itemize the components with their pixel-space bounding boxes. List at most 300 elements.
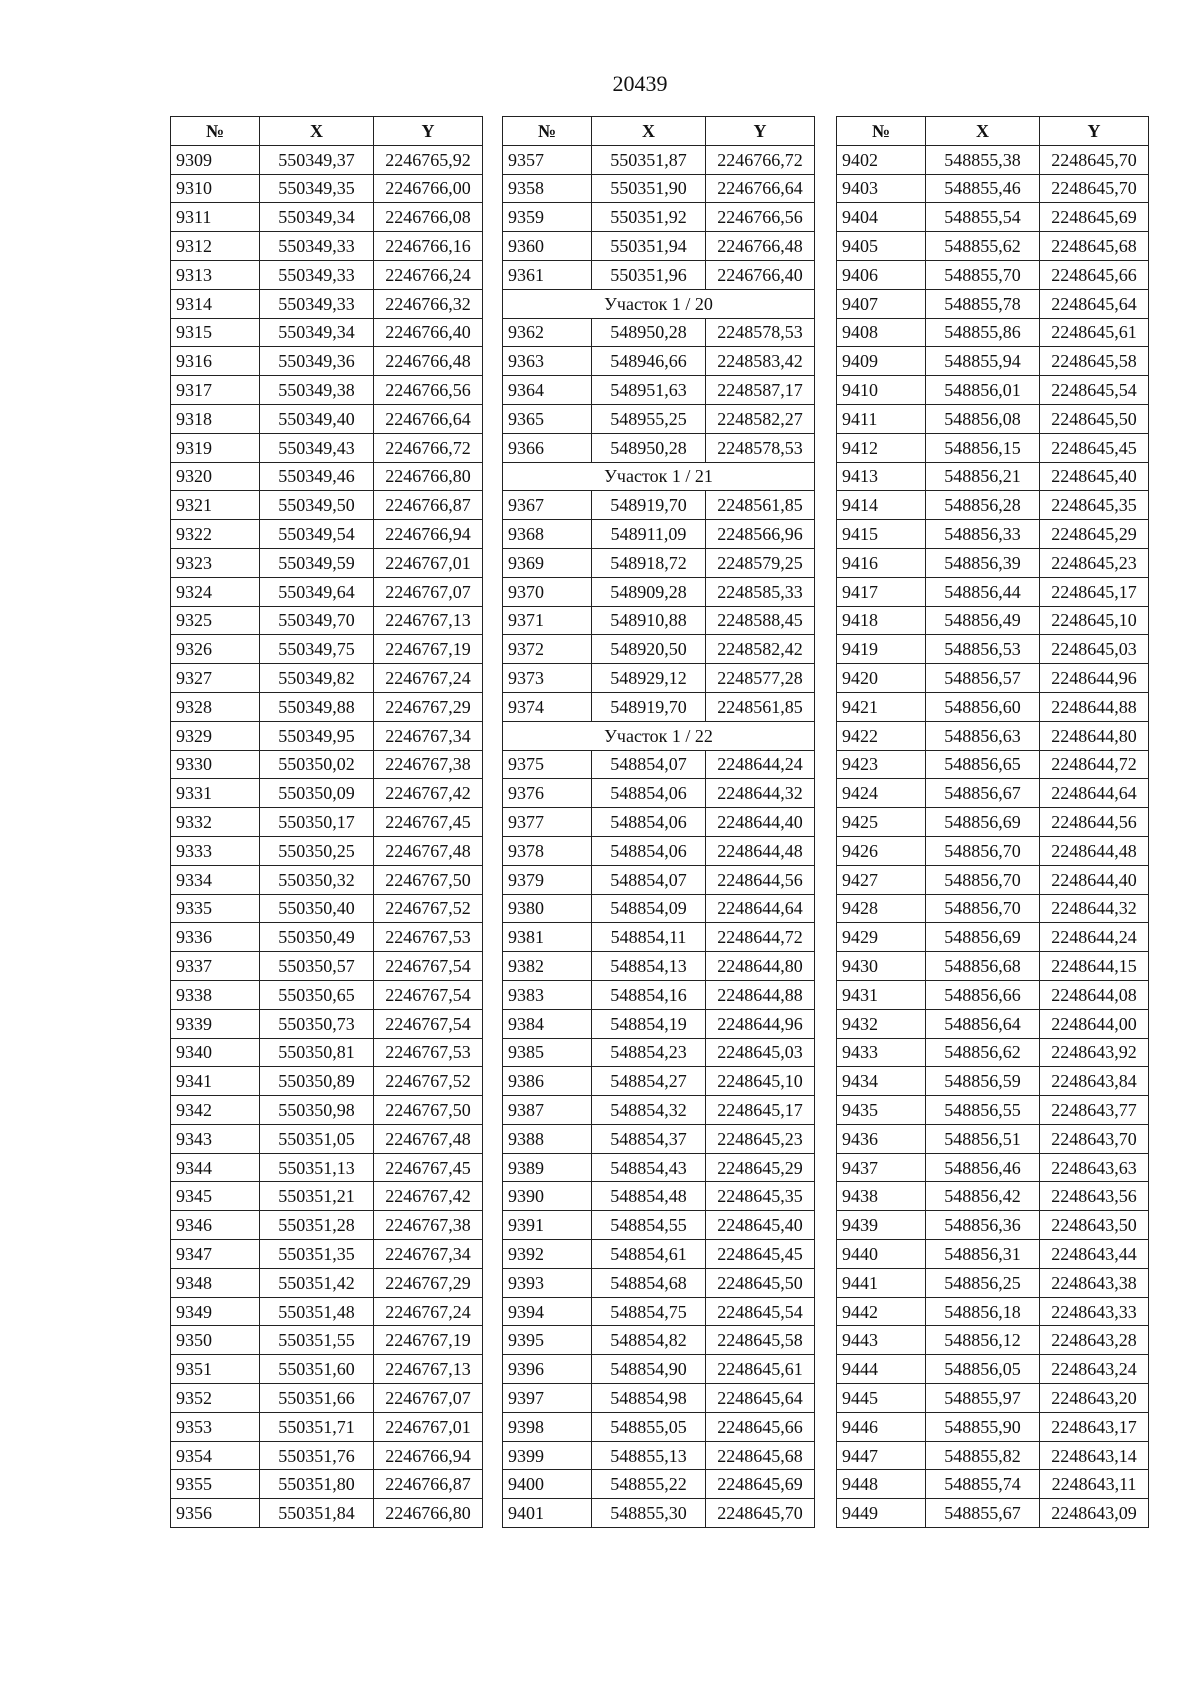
y-coordinate: 2248645,64 — [1040, 289, 1149, 318]
table-row — [503, 808, 815, 837]
table-row — [837, 750, 1149, 779]
y-coordinate: 2248643,92 — [1040, 1038, 1149, 1067]
x-coordinate: 548854,43 — [592, 1153, 706, 1182]
point-number: 9389 — [503, 1153, 592, 1182]
point-number: 9440 — [837, 1240, 926, 1269]
table-row — [503, 1038, 815, 1067]
table-row — [837, 1211, 1149, 1240]
table-header-row — [503, 117, 815, 146]
y-coordinate: 2246767,19 — [374, 635, 483, 664]
table-row — [837, 1355, 1149, 1384]
table-row — [171, 1470, 483, 1499]
y-coordinate: 2248644,00 — [1040, 1009, 1149, 1038]
point-number: 9354 — [171, 1441, 260, 1470]
y-coordinate: 2248645,50 — [706, 1268, 815, 1297]
y-coordinate: 2248643,14 — [1040, 1441, 1149, 1470]
y-coordinate: 2248579,25 — [706, 548, 815, 577]
point-number: 9349 — [171, 1297, 260, 1326]
y-coordinate: 2248643,84 — [1040, 1067, 1149, 1096]
y-coordinate: 2246766,87 — [374, 1470, 483, 1499]
x-coordinate: 550349,70 — [260, 606, 374, 635]
point-number: 9431 — [837, 980, 926, 1009]
x-coordinate: 548856,68 — [926, 952, 1040, 981]
y-coordinate: 2246767,29 — [374, 692, 483, 721]
point-number: 9414 — [837, 491, 926, 520]
point-number: 9406 — [837, 260, 926, 289]
point-number: 9345 — [171, 1182, 260, 1211]
point-number: 9320 — [171, 462, 260, 491]
y-coordinate: 2248645,35 — [706, 1182, 815, 1211]
point-number: 9420 — [837, 664, 926, 693]
x-coordinate: 550351,76 — [260, 1441, 374, 1470]
coordinates-table-2 — [502, 116, 815, 1528]
point-number: 9343 — [171, 1124, 260, 1153]
y-coordinate: 2246767,01 — [374, 548, 483, 577]
x-coordinate: 548854,07 — [592, 750, 706, 779]
x-coordinate: 550349,33 — [260, 260, 374, 289]
section-row — [503, 721, 815, 750]
point-number: 9418 — [837, 606, 926, 635]
x-coordinate: 548856,70 — [926, 865, 1040, 894]
table-row — [171, 260, 483, 289]
x-coordinate: 548855,67 — [926, 1499, 1040, 1528]
table-row — [503, 260, 815, 289]
y-coordinate: 2248643,38 — [1040, 1268, 1149, 1297]
table-row — [503, 1124, 815, 1153]
y-coordinate: 2248644,15 — [1040, 952, 1149, 981]
table-row — [503, 577, 815, 606]
table-row — [503, 836, 815, 865]
table-header-row — [837, 117, 1149, 146]
point-number: 9401 — [503, 1499, 592, 1528]
x-coordinate: 548856,46 — [926, 1153, 1040, 1182]
point-number: 9331 — [171, 779, 260, 808]
table-row — [837, 1182, 1149, 1211]
point-number: 9316 — [171, 347, 260, 376]
header-num: № — [503, 117, 592, 146]
x-coordinate: 548854,55 — [592, 1211, 706, 1240]
point-number: 9333 — [171, 836, 260, 865]
table-row — [503, 952, 815, 981]
y-coordinate: 2248644,40 — [706, 808, 815, 837]
x-coordinate: 548854,11 — [592, 923, 706, 952]
x-coordinate: 550349,75 — [260, 635, 374, 664]
point-number: 9357 — [503, 145, 592, 174]
x-coordinate: 548855,74 — [926, 1470, 1040, 1499]
x-coordinate: 548856,36 — [926, 1211, 1040, 1240]
y-coordinate: 2246767,53 — [374, 1038, 483, 1067]
x-coordinate: 548909,28 — [592, 577, 706, 606]
point-number: 9376 — [503, 779, 592, 808]
y-coordinate: 2246766,72 — [706, 145, 815, 174]
table-row — [837, 1412, 1149, 1441]
table-row — [837, 376, 1149, 405]
x-coordinate: 550351,48 — [260, 1297, 374, 1326]
x-coordinate: 548854,82 — [592, 1326, 706, 1355]
section-row — [503, 462, 815, 491]
x-coordinate: 550350,73 — [260, 1009, 374, 1038]
page-number-text: 20439 — [612, 71, 668, 96]
x-coordinate: 550349,33 — [260, 232, 374, 261]
point-number: 9360 — [503, 232, 592, 261]
x-coordinate: 550350,40 — [260, 894, 374, 923]
point-number: 9341 — [171, 1067, 260, 1096]
point-number: 9329 — [171, 721, 260, 750]
y-coordinate: 2246767,45 — [374, 808, 483, 837]
point-number: 9442 — [837, 1297, 926, 1326]
point-number: 9384 — [503, 1009, 592, 1038]
y-coordinate: 2248644,40 — [1040, 865, 1149, 894]
point-number: 9328 — [171, 692, 260, 721]
x-coordinate: 548855,22 — [592, 1470, 706, 1499]
table-row — [837, 203, 1149, 232]
table-row — [171, 664, 483, 693]
point-number: 9381 — [503, 923, 592, 952]
table-row — [171, 1240, 483, 1269]
point-number: 9438 — [837, 1182, 926, 1211]
point-number: 9380 — [503, 894, 592, 923]
point-number: 9353 — [171, 1412, 260, 1441]
y-coordinate: 2248643,28 — [1040, 1326, 1149, 1355]
y-coordinate: 2248645,66 — [1040, 260, 1149, 289]
point-number: 9372 — [503, 635, 592, 664]
table-row — [837, 1067, 1149, 1096]
x-coordinate: 548854,61 — [592, 1240, 706, 1269]
y-coordinate: 2248643,70 — [1040, 1124, 1149, 1153]
point-number: 9383 — [503, 980, 592, 1009]
y-coordinate: 2248645,03 — [1040, 635, 1149, 664]
point-number: 9379 — [503, 865, 592, 894]
point-number: 9337 — [171, 952, 260, 981]
x-coordinate: 548856,57 — [926, 664, 1040, 693]
point-number: 9408 — [837, 318, 926, 347]
table-row — [837, 1124, 1149, 1153]
table-row — [503, 1009, 815, 1038]
y-coordinate: 2246767,42 — [374, 779, 483, 808]
table-row — [503, 1441, 815, 1470]
point-number: 9366 — [503, 433, 592, 462]
y-coordinate: 2246767,48 — [374, 836, 483, 865]
y-coordinate: 2248644,08 — [1040, 980, 1149, 1009]
x-coordinate: 548855,54 — [926, 203, 1040, 232]
header-x: X — [592, 117, 706, 146]
y-coordinate: 2248645,61 — [1040, 318, 1149, 347]
point-number: 9385 — [503, 1038, 592, 1067]
point-number: 9424 — [837, 779, 926, 808]
x-coordinate: 550349,34 — [260, 318, 374, 347]
table-row — [837, 1441, 1149, 1470]
x-coordinate: 550350,49 — [260, 923, 374, 952]
table-row — [837, 1268, 1149, 1297]
table-row — [503, 318, 815, 347]
table-row — [503, 203, 815, 232]
point-number: 9393 — [503, 1268, 592, 1297]
point-number: 9313 — [171, 260, 260, 289]
table-row — [503, 1067, 815, 1096]
table-row — [171, 520, 483, 549]
x-coordinate: 548855,46 — [926, 174, 1040, 203]
point-number: 9415 — [837, 520, 926, 549]
point-number: 9428 — [837, 894, 926, 923]
point-number: 9445 — [837, 1384, 926, 1413]
header-y: Y — [1040, 117, 1149, 146]
table-row — [503, 1096, 815, 1125]
table-row — [837, 174, 1149, 203]
y-coordinate: 2248644,48 — [1040, 836, 1149, 865]
table-row — [171, 433, 483, 462]
x-coordinate: 550350,17 — [260, 808, 374, 837]
x-coordinate: 548856,25 — [926, 1268, 1040, 1297]
y-coordinate: 2246767,34 — [374, 1240, 483, 1269]
table-row — [171, 865, 483, 894]
x-coordinate: 548910,88 — [592, 606, 706, 635]
table-row — [503, 1153, 815, 1182]
table-row — [171, 145, 483, 174]
y-coordinate: 2246767,38 — [374, 750, 483, 779]
y-coordinate: 2248645,45 — [1040, 433, 1149, 462]
point-number: 9370 — [503, 577, 592, 606]
x-coordinate: 550349,46 — [260, 462, 374, 491]
point-number: 9347 — [171, 1240, 260, 1269]
table-row — [837, 894, 1149, 923]
y-coordinate: 2246766,56 — [374, 376, 483, 405]
x-coordinate: 550349,38 — [260, 376, 374, 405]
y-coordinate: 2248645,58 — [706, 1326, 815, 1355]
point-number: 9388 — [503, 1124, 592, 1153]
x-coordinate: 548856,69 — [926, 808, 1040, 837]
table-row — [837, 520, 1149, 549]
x-coordinate: 548856,59 — [926, 1067, 1040, 1096]
point-number: 9314 — [171, 289, 260, 318]
point-number: 9427 — [837, 865, 926, 894]
point-number: 9410 — [837, 376, 926, 405]
table-row — [837, 404, 1149, 433]
x-coordinate: 548911,09 — [592, 520, 706, 549]
point-number: 9363 — [503, 347, 592, 376]
point-number: 9324 — [171, 577, 260, 606]
x-coordinate: 548854,06 — [592, 779, 706, 808]
y-coordinate: 2246765,92 — [374, 145, 483, 174]
x-coordinate: 548854,90 — [592, 1355, 706, 1384]
y-coordinate: 2248645,10 — [706, 1067, 815, 1096]
table-row — [503, 635, 815, 664]
x-coordinate: 548951,63 — [592, 376, 706, 405]
point-number: 9322 — [171, 520, 260, 549]
table-row — [837, 952, 1149, 981]
y-coordinate: 2246766,48 — [706, 232, 815, 261]
x-coordinate: 548856,63 — [926, 721, 1040, 750]
x-coordinate: 548854,19 — [592, 1009, 706, 1038]
table-row — [503, 1326, 815, 1355]
table-row — [837, 548, 1149, 577]
y-coordinate: 2246767,19 — [374, 1326, 483, 1355]
y-coordinate: 2248644,80 — [706, 952, 815, 981]
x-coordinate: 550349,37 — [260, 145, 374, 174]
point-number: 9422 — [837, 721, 926, 750]
x-coordinate: 548856,39 — [926, 548, 1040, 577]
point-number: 9397 — [503, 1384, 592, 1413]
y-coordinate: 2248645,70 — [1040, 174, 1149, 203]
x-coordinate: 548856,53 — [926, 635, 1040, 664]
x-coordinate: 550350,57 — [260, 952, 374, 981]
x-coordinate: 548854,16 — [592, 980, 706, 1009]
x-coordinate: 550351,87 — [592, 145, 706, 174]
point-number: 9318 — [171, 404, 260, 433]
table-row — [503, 1384, 815, 1413]
y-coordinate: 2246767,38 — [374, 1211, 483, 1240]
table-row — [837, 318, 1149, 347]
table-row — [503, 1499, 815, 1528]
table-row — [171, 1211, 483, 1240]
x-coordinate: 548856,51 — [926, 1124, 1040, 1153]
y-coordinate: 2246767,54 — [374, 1009, 483, 1038]
y-coordinate: 2248643,09 — [1040, 1499, 1149, 1528]
x-coordinate: 548855,38 — [926, 145, 1040, 174]
x-coordinate: 550349,43 — [260, 433, 374, 462]
x-coordinate: 548919,70 — [592, 491, 706, 520]
point-number: 9336 — [171, 923, 260, 952]
x-coordinate: 548854,75 — [592, 1297, 706, 1326]
table-row — [503, 606, 815, 635]
point-number: 9362 — [503, 318, 592, 347]
coordinates-table-1 — [170, 116, 483, 1528]
point-number: 9392 — [503, 1240, 592, 1269]
y-coordinate: 2246766,24 — [374, 260, 483, 289]
y-coordinate: 2246767,13 — [374, 1355, 483, 1384]
point-number: 9340 — [171, 1038, 260, 1067]
x-coordinate: 548855,30 — [592, 1499, 706, 1528]
x-coordinate: 550350,98 — [260, 1096, 374, 1125]
table-row — [171, 692, 483, 721]
x-coordinate: 550350,25 — [260, 836, 374, 865]
x-coordinate: 548855,82 — [926, 1441, 1040, 1470]
table-row — [171, 1355, 483, 1384]
table-row — [503, 1182, 815, 1211]
point-number: 9317 — [171, 376, 260, 405]
section-row — [503, 289, 815, 318]
table-row — [837, 433, 1149, 462]
x-coordinate: 548855,13 — [592, 1441, 706, 1470]
x-coordinate: 550349,50 — [260, 491, 374, 520]
y-coordinate: 2246766,72 — [374, 433, 483, 462]
x-coordinate: 550351,05 — [260, 1124, 374, 1153]
x-coordinate: 548856,67 — [926, 779, 1040, 808]
point-number: 9364 — [503, 376, 592, 405]
x-coordinate: 550351,21 — [260, 1182, 374, 1211]
table-row — [171, 404, 483, 433]
point-number: 9448 — [837, 1470, 926, 1499]
x-coordinate: 550351,55 — [260, 1326, 374, 1355]
point-number: 9394 — [503, 1297, 592, 1326]
table-row — [837, 1384, 1149, 1413]
y-coordinate: 2248643,56 — [1040, 1182, 1149, 1211]
table-row — [503, 980, 815, 1009]
y-coordinate: 2246767,48 — [374, 1124, 483, 1153]
y-coordinate: 2246767,45 — [374, 1153, 483, 1182]
table-row — [171, 376, 483, 405]
y-coordinate: 2246767,07 — [374, 1384, 483, 1413]
x-coordinate: 550351,90 — [592, 174, 706, 203]
table-row — [503, 923, 815, 952]
table-row — [503, 1240, 815, 1269]
x-coordinate: 550349,34 — [260, 203, 374, 232]
table-row — [503, 779, 815, 808]
x-coordinate: 548854,32 — [592, 1096, 706, 1125]
table-row — [171, 491, 483, 520]
table-row — [171, 1412, 483, 1441]
table-row — [503, 664, 815, 693]
point-number: 9441 — [837, 1268, 926, 1297]
table-row — [171, 1153, 483, 1182]
y-coordinate: 2246767,52 — [374, 1067, 483, 1096]
x-coordinate: 550350,32 — [260, 865, 374, 894]
table-row — [171, 750, 483, 779]
table-row — [837, 577, 1149, 606]
y-coordinate: 2248643,20 — [1040, 1384, 1149, 1413]
x-coordinate: 548854,48 — [592, 1182, 706, 1211]
table-row — [171, 980, 483, 1009]
section-title: Участок 1 / 21 — [503, 462, 815, 491]
x-coordinate: 548950,28 — [592, 318, 706, 347]
point-number: 9443 — [837, 1326, 926, 1355]
x-coordinate: 548856,42 — [926, 1182, 1040, 1211]
point-number: 9351 — [171, 1355, 260, 1384]
point-number: 9330 — [171, 750, 260, 779]
y-coordinate: 2248645,68 — [706, 1441, 815, 1470]
x-coordinate: 550351,42 — [260, 1268, 374, 1297]
y-coordinate: 2248578,53 — [706, 433, 815, 462]
y-coordinate: 2246766,80 — [374, 1499, 483, 1528]
y-coordinate: 2246767,07 — [374, 577, 483, 606]
y-coordinate: 2248645,54 — [706, 1297, 815, 1326]
point-number: 9369 — [503, 548, 592, 577]
x-coordinate: 550349,33 — [260, 289, 374, 318]
y-coordinate: 2248582,42 — [706, 635, 815, 664]
x-coordinate: 548929,12 — [592, 664, 706, 693]
point-number: 9310 — [171, 174, 260, 203]
y-coordinate: 2246767,34 — [374, 721, 483, 750]
table-row — [171, 232, 483, 261]
point-number: 9446 — [837, 1412, 926, 1441]
table-row — [171, 1326, 483, 1355]
point-number: 9437 — [837, 1153, 926, 1182]
y-coordinate: 2246766,94 — [374, 520, 483, 549]
table-row — [503, 548, 815, 577]
x-coordinate: 548856,66 — [926, 980, 1040, 1009]
point-number: 9350 — [171, 1326, 260, 1355]
y-coordinate: 2248585,33 — [706, 577, 815, 606]
table-row — [837, 635, 1149, 664]
point-number: 9425 — [837, 808, 926, 837]
x-coordinate: 550351,80 — [260, 1470, 374, 1499]
y-coordinate: 2248588,45 — [706, 606, 815, 635]
y-coordinate: 2248644,24 — [706, 750, 815, 779]
x-coordinate: 548854,37 — [592, 1124, 706, 1153]
table-row — [171, 1009, 483, 1038]
point-number: 9419 — [837, 635, 926, 664]
y-coordinate: 2248644,64 — [706, 894, 815, 923]
y-coordinate: 2248644,56 — [706, 865, 815, 894]
x-coordinate: 548955,25 — [592, 404, 706, 433]
point-number: 9417 — [837, 577, 926, 606]
x-coordinate: 548856,18 — [926, 1297, 1040, 1326]
x-coordinate: 548856,44 — [926, 577, 1040, 606]
point-number: 9365 — [503, 404, 592, 433]
point-number: 9434 — [837, 1067, 926, 1096]
y-coordinate: 2248645,35 — [1040, 491, 1149, 520]
x-coordinate: 548856,31 — [926, 1240, 1040, 1269]
table-row — [503, 347, 815, 376]
